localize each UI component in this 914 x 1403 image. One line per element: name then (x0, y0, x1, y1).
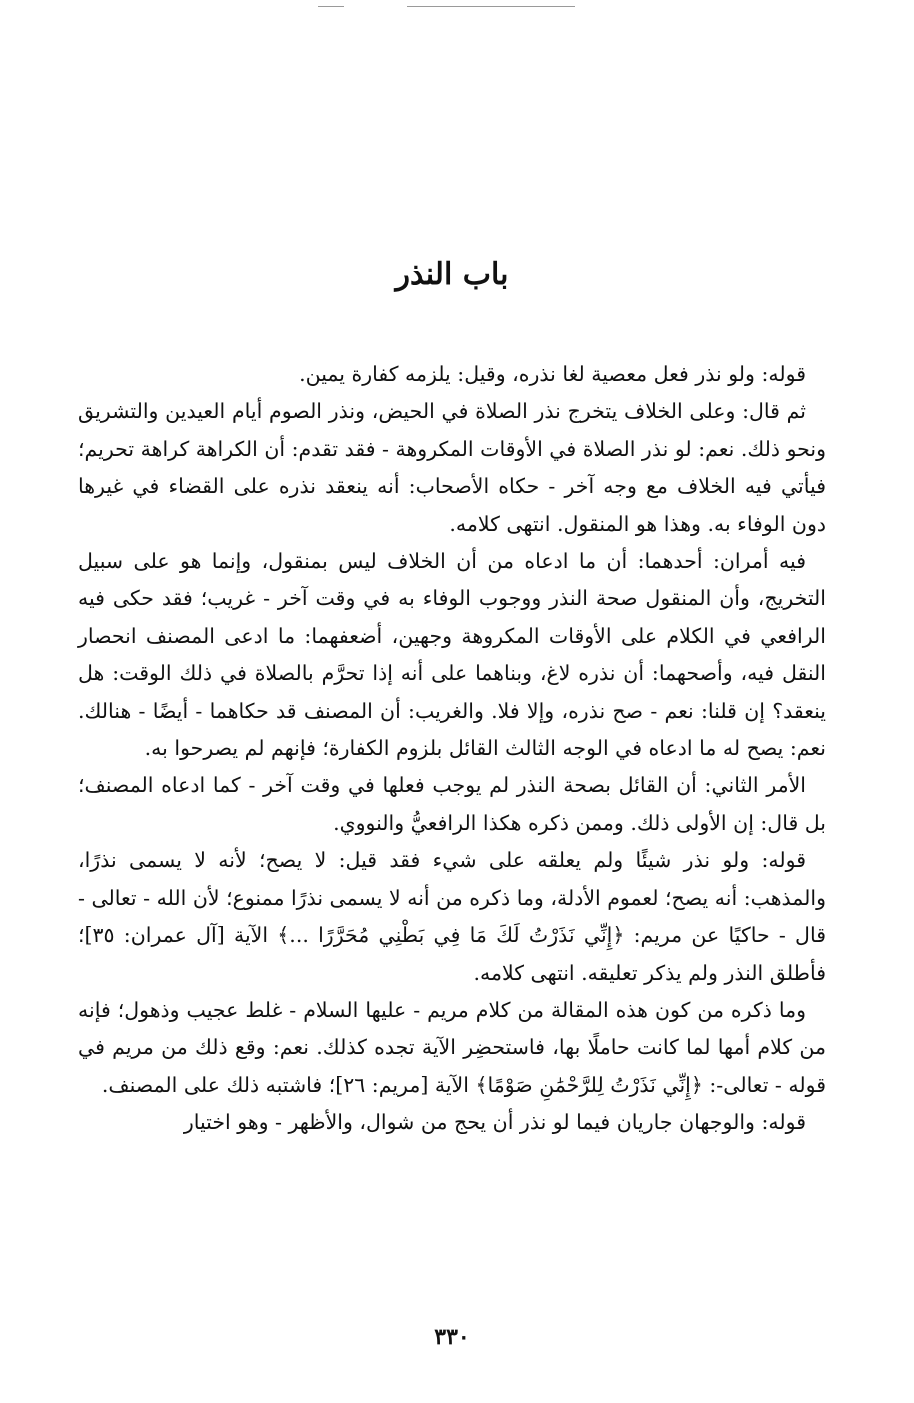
page-number: ٣٣٠ (434, 1324, 470, 1350)
paragraph-1: قوله: ولو نذر فعل معصية لغا نذره، وقيل: يلزمه كفارة يمين. (299, 362, 806, 386)
paragraph-6: وما ذكره من كون هذه المقالة من كلام مريم - عليها السلام - غلط عجيب وذهول؛ فإنه من كلام أمها لما كانت حاملًا بها، فاستحضِر الآية تجده كذلك. نعم: وقع ذلك من مريم في قوله - تعالى-: ﴿إِنِّي نَذَرْتُ لِلرَّحْمَٰنِ صَوْمًا﴾ الآية [مريم: ٢٦]؛ فاشتبه ذلك على المصنف. (78, 997, 826, 1097)
paragraph-7: قوله: والوجهان جاريان فيما لو نذر أن يحج من شوال، والأظهر - وهو اختيار (183, 1110, 806, 1135)
paragraph-4: الأمر الثاني: أن القائل بصحة النذر لم يوجب فعلها في وقت آخر - كما ادعاه المصنف؛ بل قال: إن الأولى ذلك. وممن ذكره هكذا الرافعيُّ والنووي. (78, 773, 826, 835)
paragraph-3: فيه أمران: أحدهما: أن ما ادعاه من أن الخلاف ليس بمنقول، وإنما هو على سبيل التخريج، وأن المنقول صحة النذر ووجوب الوفاء به في وقت آخر - غريب؛ فقد حكى فيه الرافعي في الكلام على الأوقات المكروهة وجهين، أضعفهما: ما ادعى المصنف انحصار النقل فيه، وأصحهما: أن نذره لاغ، وبناهما على أنه إذا تحرَّم بالصلاة في ذلك الوقت: هل ينعقد؟ إن قلنا: نعم - صح نذره، وإلا فلا. والغريب: أن المصنف قد حكاهما - أيضًا - هنالك. نعم: يصح له ما ادعاه في الوجه الثالث القائل بلزوم الكفارة؛ فإنهم لم يصرحوا به. (78, 549, 826, 761)
paragraph-5: قوله: ولو نذر شيئًا ولم يعلقه على شيء فقد قيل: لا يصح؛ لأنه لا يسمى نذرًا، والمذهب: أنه يصح؛ لعموم الأدلة، وما ذكره من أنه لا يسمى نذرًا ممنوع؛ لأن الله - تعالى - قال - حاكيًا عن مريم: ﴿إِنِّي نَذَرْتُ لَكَ مَا فِي بَطْنِي مُحَرَّرًا ...﴾ الآية [آل عمران: ٣٥]؛ فأطلق النذر ولم يذكر تعليقه. انتهى كلامه. (78, 848, 826, 985)
paragraph-2: ثم قال: وعلى الخلاف يتخرج نذر الصلاة في الحيض، ونذر الصوم أيام العيدين والتشريق ونحو ذلك. نعم: لو نذر الصلاة في الأوقات المكروهة - فقد تقدم: أن الكراهة كراهة تحريم؛ فيأتي فيه الخلاف مع وجه آخر - حكاه الأصحاب: أنه ينعقد نذره على القضاء في غيرها دون الوفاء به. وهذا هو المنقول. انتهى كلامه. (78, 399, 826, 536)
body-text (78, 356, 826, 1142)
chapter-heading: باب النذر (395, 257, 509, 292)
document-page (78, 0, 826, 1403)
